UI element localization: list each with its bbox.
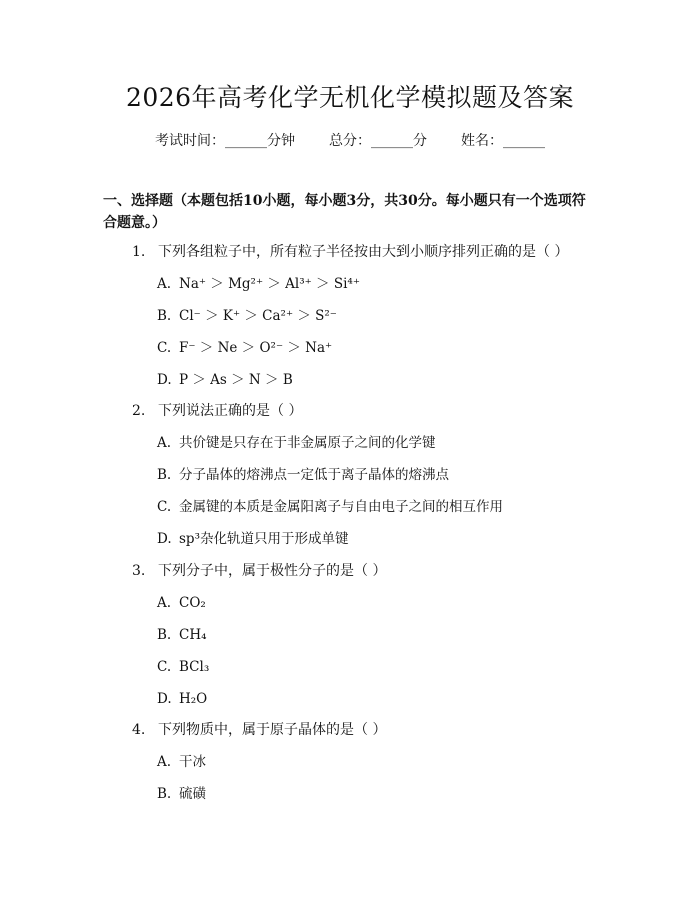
option-4a xyxy=(157,751,206,773)
option-letter: C. xyxy=(157,499,172,515)
option-2d xyxy=(157,528,348,550)
question-3 xyxy=(132,560,386,582)
option-letter: B. xyxy=(157,308,172,324)
option-letter: B. xyxy=(157,786,172,802)
option-2a xyxy=(157,432,436,454)
page-title: 2026年高考化学无机化学模拟题及答案 xyxy=(125,83,575,112)
question-2 xyxy=(132,400,302,422)
question-text: 下列物质中，属于原子晶体的是（ ） xyxy=(158,722,387,738)
option-1d xyxy=(157,369,293,391)
option-text: Cl⁻ ＞ K⁺ ＞ Ca²⁺ ＞ S²⁻ xyxy=(179,308,337,324)
option-letter: A. xyxy=(157,754,172,770)
option-1c xyxy=(157,337,332,359)
option-4b xyxy=(157,783,206,805)
option-text: Na⁺ ＞ Mg²⁺ ＞ Al³⁺ ＞ Si⁴⁺ xyxy=(179,276,360,292)
option-letter: D. xyxy=(157,372,172,388)
question-1 xyxy=(132,241,568,263)
option-3c xyxy=(157,656,209,678)
option-text: 金属键的本质是金属阳离子与自由电子之间的相互作用 xyxy=(179,499,503,515)
question-number: 2. xyxy=(132,403,146,419)
option-text: P ＞ As ＞ N ＞ B xyxy=(179,372,293,388)
option-3b xyxy=(157,624,207,646)
option-text: H₂O xyxy=(179,691,208,707)
option-3a xyxy=(157,592,206,614)
total-score-field: 总分：______分 xyxy=(329,133,427,149)
option-letter: B. xyxy=(157,467,172,483)
question-text: 下列各组粒子中，所有粒子半径按由大到小顺序排列正确的是（ ） xyxy=(158,244,569,260)
exam-time-field: 考试时间：______分钟 xyxy=(155,133,295,149)
exam-info-line xyxy=(0,130,700,152)
option-text: BCl₃ xyxy=(179,659,210,675)
option-3d xyxy=(157,688,207,710)
option-text: 分子晶体的熔沸点一定低于离子晶体的熔沸点 xyxy=(179,467,449,483)
option-text: F⁻ ＞ Ne ＞ O²⁻ ＞ Na⁺ xyxy=(179,340,333,356)
option-text: CO₂ xyxy=(179,595,206,611)
question-4 xyxy=(132,719,386,741)
option-letter: D. xyxy=(157,691,172,707)
option-letter: B. xyxy=(157,627,172,643)
question-number: 4. xyxy=(132,722,146,738)
option-2b xyxy=(157,464,449,486)
question-text: 下列分子中，属于极性分子的是（ ） xyxy=(158,563,387,579)
option-1a xyxy=(157,273,360,295)
option-text: 干冰 xyxy=(179,754,206,770)
option-text: sp³杂化轨道只用于形成单键 xyxy=(179,531,349,547)
option-letter: C. xyxy=(157,659,172,675)
question-number: 1. xyxy=(132,244,146,260)
section-heading: 一、选择题（本题包括10小题，每小题3分，共30分。每小题只有一个选项符合题意。） xyxy=(103,193,586,231)
option-2c xyxy=(157,496,503,518)
option-letter: C. xyxy=(157,340,172,356)
student-name-field: 姓名：______ xyxy=(461,133,545,149)
option-letter: A. xyxy=(157,276,172,292)
question-text: 下列说法正确的是（ ） xyxy=(158,403,303,419)
question-number: 3. xyxy=(132,563,146,579)
option-1b xyxy=(157,305,337,327)
option-text: CH₄ xyxy=(179,627,207,643)
option-text: 硫磺 xyxy=(179,786,206,802)
option-letter: A. xyxy=(157,435,172,451)
option-letter: A. xyxy=(157,595,172,611)
option-text: 共价键是只存在于非金属原子之间的化学键 xyxy=(179,435,436,451)
option-letter: D. xyxy=(157,531,172,547)
